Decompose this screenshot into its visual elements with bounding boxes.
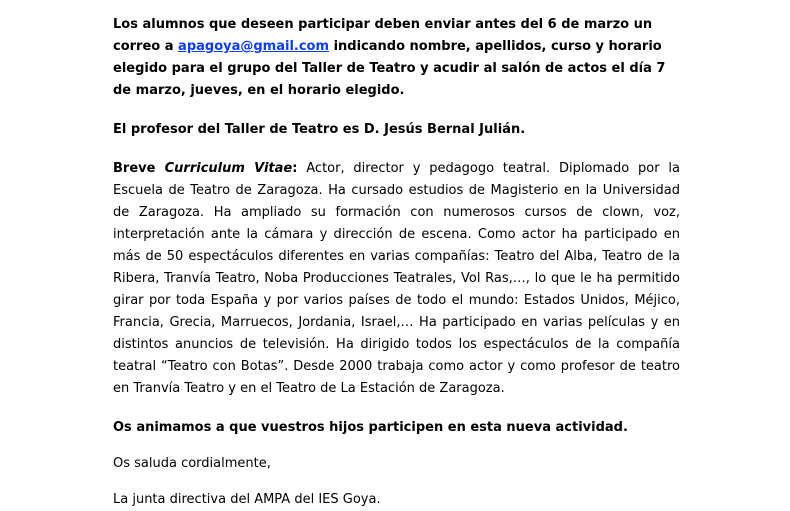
email-link[interactable]: apagoya@gmail.com — [178, 39, 330, 54]
cv-label-suffix: : — [292, 161, 298, 176]
document-body — [113, 14, 680, 511]
cv-label — [113, 161, 297, 176]
signature-paragraph: La junta directiva del AMPA del IES Goya. — [113, 492, 381, 507]
intro-paragraph — [113, 14, 680, 102]
cv-body-text: Actor, director y pedagogo teatral. Diplomado por la Escuela de Teatro de Zaragoza. Ha cursado estudios de Magisterio en la Universidad de Zaragoza. Ha ampliado su formación con numerosos cursos de clown, voz, interpretación ante la cámara y dirección de escena. Como actor ha participado en más de 50 espectáculos diferentes en varias compañías: Teatro del Alba, Teatro de la Ribera, Tranvía Teatro, Noba Producciones Teatrales, Vol Ras,…, lo que le ha permitido girar por toda España y por varios países de todo el mundo: Estados Unidos, Méjico, Francia, Grecia, Marruecos, Jordania, Israel,… Ha participado en varias películas y en distintos anuncios de televisión. Ha dirigido todos los espectáculos de la compañía teatral “Teatro con Botas”. Desde 2000 trabaja como actor y como profesor de teatro en Tranvía Teatro y en el Teatro de La Estación de Zaragoza. — [113, 161, 680, 396]
intro-text-before-email: Los alumnos que deseen participar deben enviar antes del 6 de marzo un correo a — [113, 17, 653, 54]
teacher-paragraph: El profesor del Taller de Teatro es D. Jesús Bernal Julián. — [113, 122, 526, 137]
cv-paragraph — [113, 158, 680, 400]
cv-label-prefix: Breve — [113, 161, 165, 176]
cv-label-italic: Curriculum Vitae — [164, 161, 293, 176]
greeting-paragraph: Os saluda cordialmente, — [113, 456, 271, 471]
encourage-paragraph: Os animamos a que vuestros hijos participen en esta nueva actividad. — [113, 420, 628, 435]
intro-text-after-email: indicando nombre, apellidos, curso y horario elegido para el grupo del Taller de Teatro y acudir al salón de actos el día 7 de marzo, jueves, en el horario elegido. — [113, 39, 666, 98]
